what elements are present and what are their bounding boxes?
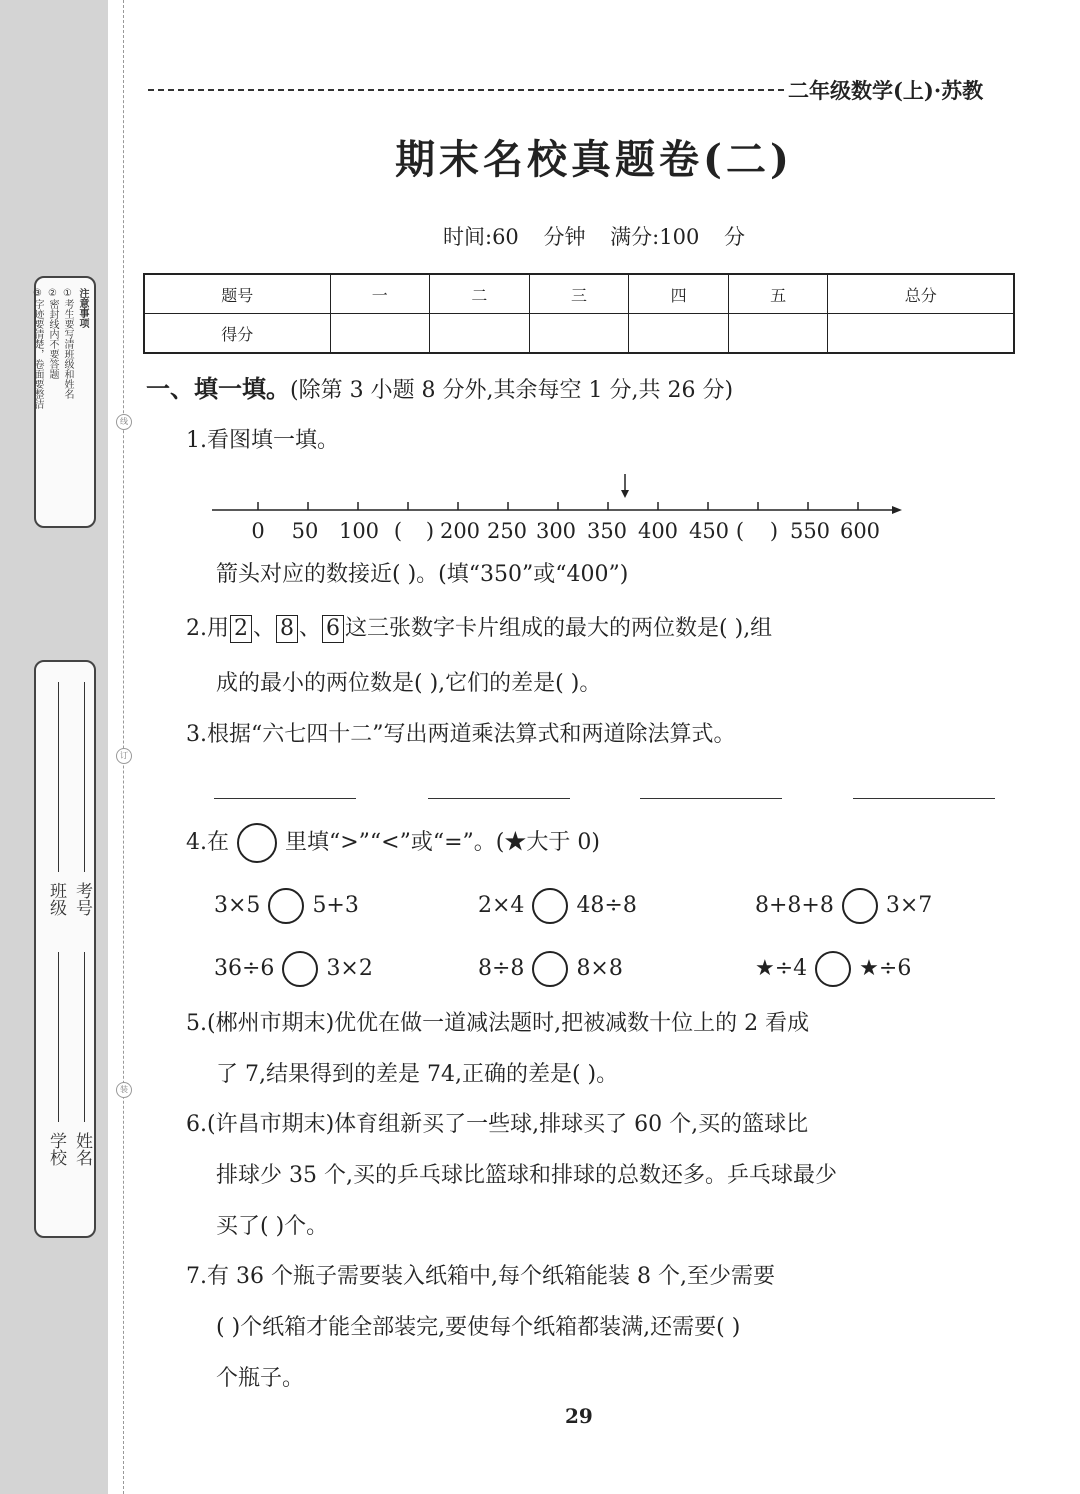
notice-item-3: ③字迹要清楚，卷面要整洁 (32, 288, 43, 409)
q6-line-2: 排球少 35 个,买的乒乓球比篮球和排球的总数还多。乒乓球最少 (216, 1163, 837, 1188)
number-line-label: 450 (688, 519, 730, 543)
q4-rest: 里填“>”“<”或“=”。(★大于 0) (285, 830, 600, 855)
number-line (208, 466, 908, 550)
number-line-label: 350 (586, 519, 628, 543)
q6-line-1: 6.(许昌市期末)体育组新买了一些球,排球买了 60 个,买的篮球比 (186, 1112, 809, 1137)
seal-dot-1: 线 (116, 414, 132, 430)
compare-item (478, 951, 623, 987)
digit-card: 6 (322, 615, 344, 643)
score-header-cell: 五 (728, 274, 828, 314)
q1-prompt: 1.看图填一填。 (186, 428, 339, 453)
score-header-cell: 四 (629, 274, 729, 314)
answer-blank[interactable] (640, 798, 782, 799)
notice-text (32, 288, 90, 518)
number-line-labels (251, 519, 880, 543)
number-line-label: 200 (439, 519, 481, 543)
notice-label: 注意事项 (77, 288, 88, 328)
section-1-title: 一、填一填。 (146, 374, 290, 403)
field-class: 班级 (46, 882, 66, 916)
class-line[interactable] (58, 682, 59, 872)
q2-rest: 这三张数字卡片组成的最大的两位数是( ),组 (345, 616, 773, 641)
score-cell[interactable] (828, 314, 1014, 354)
circle-icon (237, 823, 277, 863)
school-line[interactable] (58, 952, 59, 1122)
q2-prefix: 2.用 (186, 616, 229, 641)
q5-line-2: 了 7,结果得到的差是 74,正确的差是( )。 (216, 1062, 619, 1087)
number-line-label: ( (735, 519, 745, 543)
seal-dot-3: 装 (116, 1082, 132, 1098)
score-row-label: 得分 (144, 314, 330, 354)
compare-item (755, 951, 911, 987)
score-header-cell: 总分 (828, 274, 1014, 314)
q1-followup: 箭头对应的数接近( )。(填“350”或“400”) (216, 562, 629, 587)
score-table-header-row (144, 274, 1014, 314)
number-line-ticks (258, 502, 858, 510)
name-line[interactable] (84, 952, 85, 1122)
seal-dot-2: 订 (116, 748, 132, 764)
field-name: 姓名 (72, 1132, 92, 1166)
down-arrow-icon (621, 474, 629, 498)
page-title: 期末名校真题卷(二) (395, 136, 793, 183)
score-header-cell: 一 (330, 274, 430, 314)
score-header-cell: 题号 (144, 274, 330, 314)
pointer-head (621, 490, 629, 498)
field-exam-id: 考号 (72, 882, 92, 916)
number-line-label: 100 (338, 519, 380, 543)
exam-info: 时间:60 分钟 满分:100 分 (443, 225, 745, 249)
q4-prompt (186, 823, 600, 863)
compare-left: 8+8+8 (755, 893, 834, 918)
number-line-label: 550 (789, 519, 831, 543)
compare-right: 8×8 (576, 956, 623, 981)
answer-blank[interactable] (853, 798, 995, 799)
compare-right: 3×7 (885, 893, 933, 918)
compare-circle[interactable] (815, 951, 851, 987)
score-cell[interactable] (629, 314, 729, 354)
number-line-arrowhead (892, 506, 902, 514)
number-line-label: 250 (486, 519, 528, 543)
number-line-label: ) (425, 519, 435, 543)
section-1-heading (146, 374, 733, 406)
q7-line-1: 7.有 36 个瓶子需要装入纸箱中,每个纸箱能装 8 个,至少需要 (186, 1264, 775, 1289)
number-line-label: 0 (251, 519, 265, 543)
q6-line-3: 买了( )个。 (216, 1214, 329, 1239)
number-line-label: 300 (535, 519, 577, 543)
header-dash-line (148, 89, 784, 91)
compare-circle[interactable] (532, 951, 568, 987)
score-cell[interactable] (430, 314, 530, 354)
q4-prefix: 4.在 (186, 830, 229, 855)
compare-left: 2×4 (478, 893, 525, 918)
student-info-box (34, 660, 96, 1238)
compare-right: 3×2 (326, 956, 373, 981)
answer-blank[interactable] (428, 798, 570, 799)
q2-line-2: 成的最小的两位数是( ),它们的差是( )。 (216, 671, 602, 696)
number-line-label: ( (393, 519, 403, 543)
compare-item (478, 888, 637, 924)
notice-box (34, 276, 96, 528)
number-line-label: 50 (291, 519, 319, 543)
score-header-cell: 二 (430, 274, 530, 314)
score-header-cell: 三 (529, 274, 629, 314)
compare-circle[interactable] (842, 888, 878, 924)
compare-left: ★÷4 (755, 956, 808, 981)
score-cell[interactable] (330, 314, 430, 354)
compare-circle[interactable] (282, 951, 318, 987)
digit-card: 2 (230, 615, 252, 643)
number-line-label: 600 (839, 519, 881, 543)
q7-line-3: 个瓶子。 (216, 1366, 305, 1391)
section-1-note: (除第 3 小题 8 分外,其余每空 1 分,共 26 分) (290, 378, 734, 403)
page-number: 29 (565, 1404, 593, 1428)
compare-item (755, 888, 932, 924)
q2-line-1: 2.用 2 、 8 、 6 这三张数字卡片组成的最大的两位数是( ),组 (186, 616, 773, 641)
q3-prompt: 3.根据“六七四十二”写出两道乘法算式和两道除法算式。 (186, 722, 736, 747)
compare-right: ★÷6 (859, 956, 912, 981)
header-label: 二年级数学(上)·苏教 (788, 78, 984, 103)
compare-left: 8÷8 (478, 956, 525, 981)
compare-left: 36÷6 (214, 956, 275, 981)
digit-card: 8 (276, 615, 298, 643)
exam-id-line[interactable] (84, 682, 85, 872)
compare-circle[interactable] (532, 888, 568, 924)
score-table-score-row (144, 314, 1014, 354)
compare-right: 48÷8 (576, 893, 637, 918)
compare-right: 5+3 (312, 893, 359, 918)
q5-line-1: 5.(郴州市期末)优优在做一道减法题时,把被减数十位上的 2 看成 (186, 1011, 810, 1036)
notice-item-1: ①考生要写清班级和姓名 (62, 288, 73, 399)
compare-circle[interactable] (268, 888, 304, 924)
notice-item-2: ②密封线内不要答题 (47, 288, 58, 379)
answer-blank[interactable] (214, 798, 356, 799)
score-cell[interactable] (728, 314, 828, 354)
number-line-label: 400 (637, 519, 679, 543)
score-cell[interactable] (529, 314, 629, 354)
q7-line-2: ( )个纸箱才能全部装完,要使每个纸箱都装满,还需要( ) (216, 1315, 741, 1340)
compare-left: 3×5 (214, 893, 261, 918)
score-table (143, 273, 1015, 354)
field-school: 学校 (46, 1132, 66, 1166)
number-line-label: ) (769, 519, 779, 543)
compare-item (214, 951, 373, 987)
compare-item (214, 888, 359, 924)
